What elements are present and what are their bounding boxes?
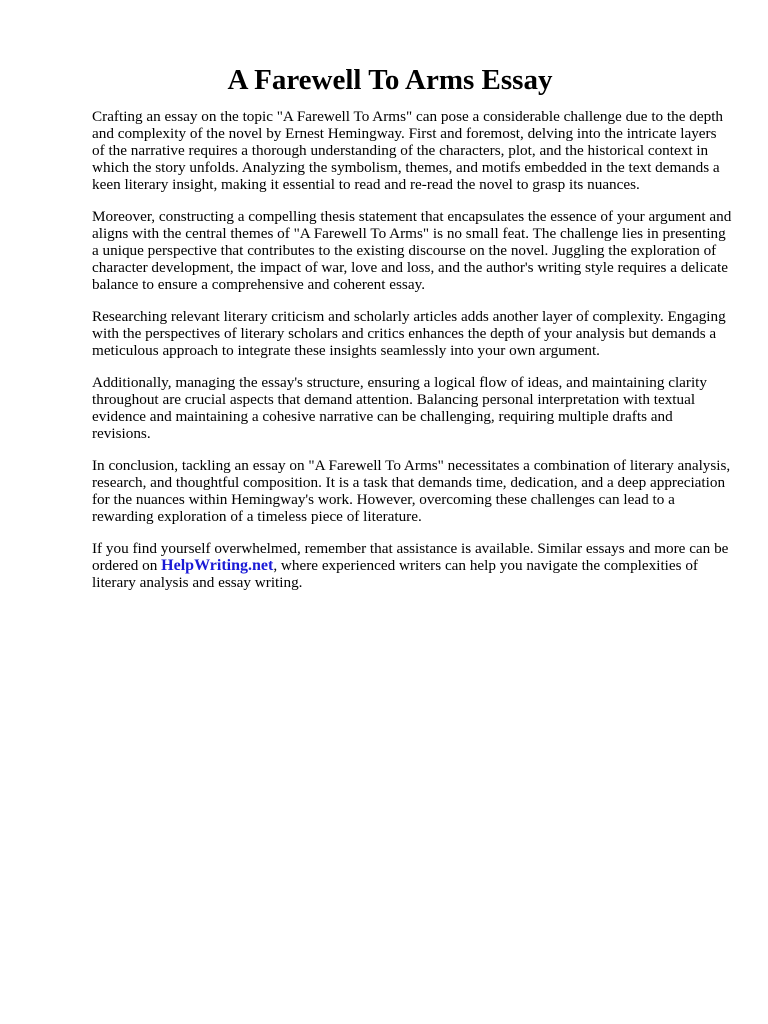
paragraph-5: In conclusion, tackling an essay on "A Farewell To Arms" necessitates a combination of literary analysis, research, and thoughtful composition. It is a task that demands time, dedication, and a deep appreciation for the nuances within Hemingway's work. However, overcoming these challenges can lead to a rewarding exploration of a timeless piece of literature. bbox=[92, 457, 731, 525]
helpwriting-link[interactable]: HelpWriting.net bbox=[161, 557, 274, 574]
paragraph-2: Moreover, constructing a compelling thesis statement that encapsulates the essence of your argument and aligns with the central themes of "A Farewell To Arms" is no small feat. The challenge lies in presenting a unique perspective that contributes to the existing discourse on the novel. Juggling the exploration of character development, the impact of war, love and loss, and the author's writing style requires a delicate balance to ensure a comprehensive and coherent essay. bbox=[92, 208, 732, 293]
closing-text-before-link: If you find yourself overwhelmed, remember that assistance is available. Similar essays and more can be ordered on bbox=[92, 540, 729, 574]
paragraph-1: Crafting an essay on the topic "A Farewell To Arms" can pose a considerable challenge due to the depth and complexity of the novel by Ernest Hemingway. First and foremost, delving into the intricate layers of the narrative requires a thorough understanding of the characters, plot, and the historical context in which the story unfolds. Analyzing the symbolism, themes, and motifs embedded in the text demands a keen literary insight, making it essential to read and re-read the novel to grasp its nuances. bbox=[92, 108, 724, 193]
paragraph-4: Additionally, managing the essay's structure, ensuring a logical flow of ideas, and maintaining clarity throughout are crucial aspects that demand attention. Balancing personal interpretation with textual evidence and maintaining a cohesive narrative can be challenging, requiring multiple drafts and revisions. bbox=[92, 374, 707, 442]
paragraph-3: Researching relevant literary criticism and scholarly articles adds another layer of complexity. Engaging with the perspectives of literary scholars and critics enhances the depth of your analysis but demands a meticulous approach to integrate these insights seamlessly into your own argument. bbox=[92, 308, 726, 359]
closing-text-after-link: , where experienced writers can help you navigate the complexities of literary analysis and essay writing. bbox=[92, 557, 698, 591]
closing-paragraph bbox=[92, 540, 732, 591]
page-title: A Farewell To Arms Essay bbox=[227, 64, 553, 96]
